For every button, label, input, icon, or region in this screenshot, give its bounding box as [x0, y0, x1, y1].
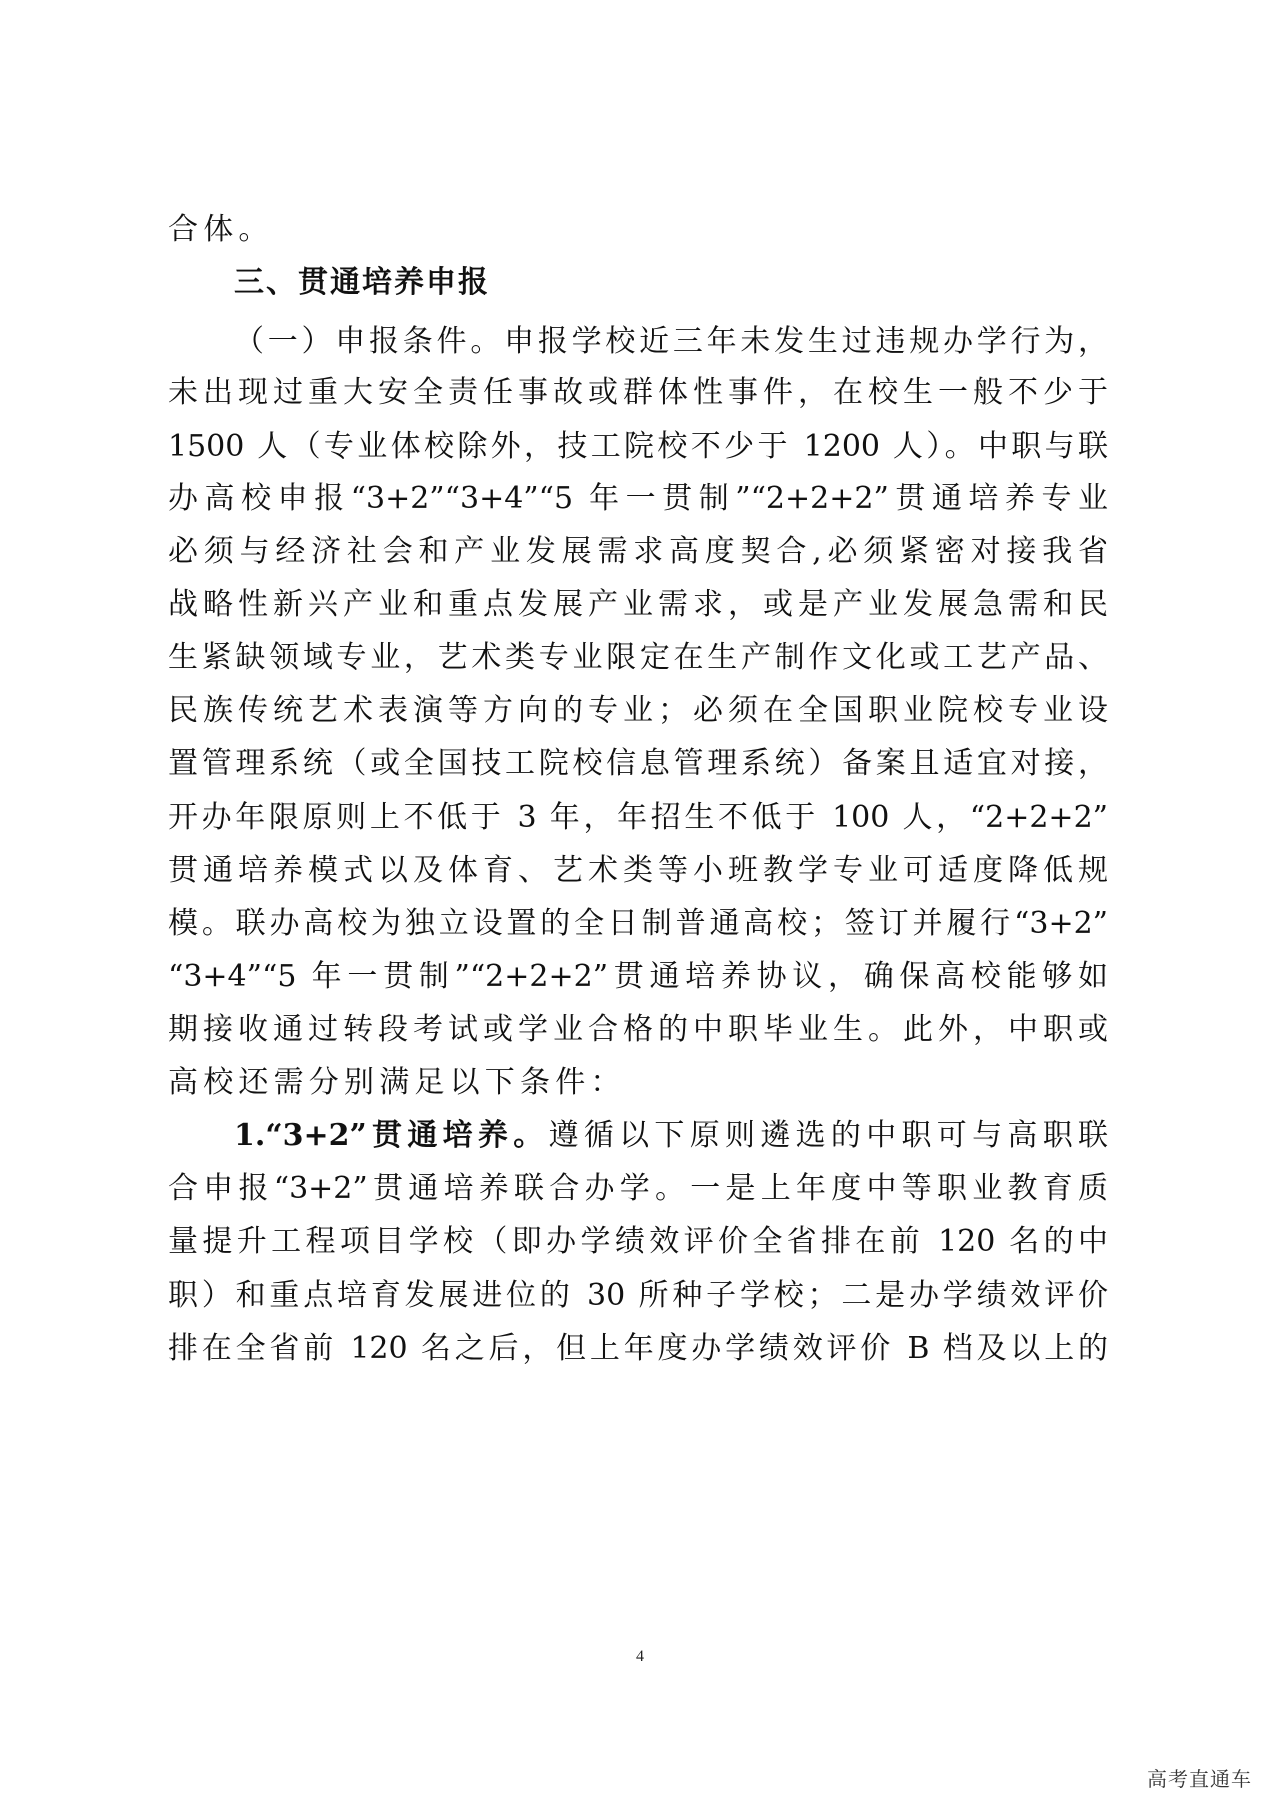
paragraph-line: 生紧缺领域专业，艺术类专业限定在生产制作文化或工艺产品、 — [168, 640, 1108, 675]
paragraph-line: 期接收通过转段考试或学业合格的中职毕业生。此外，中职或 — [168, 1012, 1108, 1047]
paragraph-line: 民族传统艺术表演等方向的专业；必须在全国职业院校专业设 — [168, 693, 1108, 728]
paragraph-line: 未出现过重大安全责任事故或群体性事件，在校生一般不少于 — [168, 375, 1108, 410]
paragraph-line: 办高校申报“3+2”“3+4”“5 年一贯制”“2+2+2”贯通培养专业 — [168, 481, 1108, 516]
watermark-text: 高考直通车 — [1147, 1767, 1252, 1791]
paragraph-line: 合申报“3+2”贯通培养联合办学。一是上年度中等职业教育质 — [168, 1171, 1108, 1206]
subsection-title: 1.“3+2”贯通培养。 — [234, 1118, 549, 1153]
page-number: 4 — [636, 1648, 644, 1665]
paragraph-line — [234, 1116, 1108, 1156]
paragraph-line: “3+4”“5 年一贯制”“2+2+2”贯通培养协议，确保高校能够如 — [168, 959, 1108, 994]
paragraph-line: 战略性新兴产业和重点发展产业需求，或是产业发展急需和民 — [168, 587, 1108, 622]
paragraph-line: 量提升工程项目学校（即办学绩效评价全省排在前 120 名的中 — [168, 1224, 1108, 1259]
text-line: 合体。 — [168, 212, 274, 247]
paragraph-line: 1500 人（专业体校除外，技工院校不少于 1200 人）。中职与联 — [168, 429, 1108, 464]
paragraph-line: 职）和重点培育发展进位的 30 所种子学校；二是办学绩效评价 — [168, 1278, 1108, 1313]
paragraph-line: （一）申报条件。申报学校近三年未发生过违规办学行为， — [234, 324, 1108, 359]
paragraph-line: 必须与经济社会和产业发展需求高度契合,必须紧密对接我省 — [168, 534, 1108, 569]
paragraph-line: 排在全省前 120 名之后，但上年度办学绩效评价 B 档及以上的 — [168, 1331, 1108, 1366]
paragraph-line: 开办年限原则上不低于 3 年，年招生不低于 100 人，“2+2+2” — [168, 800, 1108, 835]
section-heading: 三、贯通培养申报 — [234, 265, 490, 300]
paragraph-text: 遵循以下原则遴选的中职可与高职联 — [548, 1118, 1108, 1153]
paragraph-line: 置管理系统（或全国技工院校信息管理系统）备案且适宜对接， — [168, 746, 1108, 781]
paragraph-line: 贯通培养模式以及体育、艺术类等小班教学专业可适度降低规 — [168, 853, 1108, 888]
paragraph-line: 模。联办高校为独立设置的全日制普通高校；签订并履行“3+2” — [168, 906, 1108, 941]
paragraph-line: 高校还需分别满足以下条件： — [168, 1065, 626, 1100]
